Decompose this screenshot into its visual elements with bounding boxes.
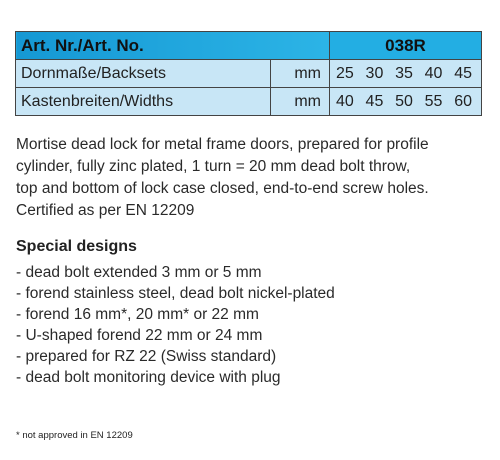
table-header-row <box>16 32 482 60</box>
value-cell: 30 <box>365 64 384 82</box>
value-cell: 55 <box>424 92 443 110</box>
product-description <box>16 134 486 222</box>
row-values <box>330 88 482 116</box>
article-number-header: Art. Nr./Art. No. <box>16 32 330 60</box>
list-item: - forend stainless steel, dead bolt nickel-plated <box>16 285 335 302</box>
spec-table <box>15 31 482 116</box>
value-cell: 35 <box>395 64 413 82</box>
row-values <box>330 60 482 88</box>
value-cell: 45 <box>454 64 472 82</box>
description-line: Mortise dead lock for metal frame doors, prepared for profile <box>16 136 429 153</box>
special-designs-heading: Special designs <box>16 238 137 255</box>
value-cell: 45 <box>365 92 384 110</box>
value-cell: 50 <box>395 92 413 110</box>
footnote: * not approved in EN 12209 <box>16 430 133 441</box>
special-designs-list <box>16 262 335 388</box>
value-cell: 40 <box>424 64 443 82</box>
value-cell: 40 <box>336 92 354 110</box>
article-code: 038R <box>330 32 482 60</box>
value-cell: 60 <box>454 92 472 110</box>
row-unit: mm <box>271 60 330 88</box>
list-item: - forend 16 mm*, 20 mm* or 22 mm <box>16 306 259 323</box>
description-line: cylinder, fully zinc plated, 1 turn = 20 mm dead bolt throw, <box>16 158 411 175</box>
table-row <box>16 60 482 88</box>
row-unit: mm <box>271 88 330 116</box>
list-item: - U-shaped forend 22 mm or 24 mm <box>16 327 263 344</box>
list-item: - dead bolt monitoring device with plug <box>16 369 281 386</box>
table-row <box>16 88 482 116</box>
row-label-backsets: Dornmaße/Backsets <box>16 60 271 88</box>
row-label-widths: Kastenbreiten/Widths <box>16 88 271 116</box>
list-item: - dead bolt extended 3 mm or 5 mm <box>16 264 262 281</box>
list-item: - prepared for RZ 22 (Swiss standard) <box>16 348 277 365</box>
description-line: Certified as per EN 12209 <box>16 202 195 219</box>
description-line: top and bottom of lock case closed, end-to-end screw holes. <box>16 180 429 197</box>
value-cell: 25 <box>336 64 354 82</box>
